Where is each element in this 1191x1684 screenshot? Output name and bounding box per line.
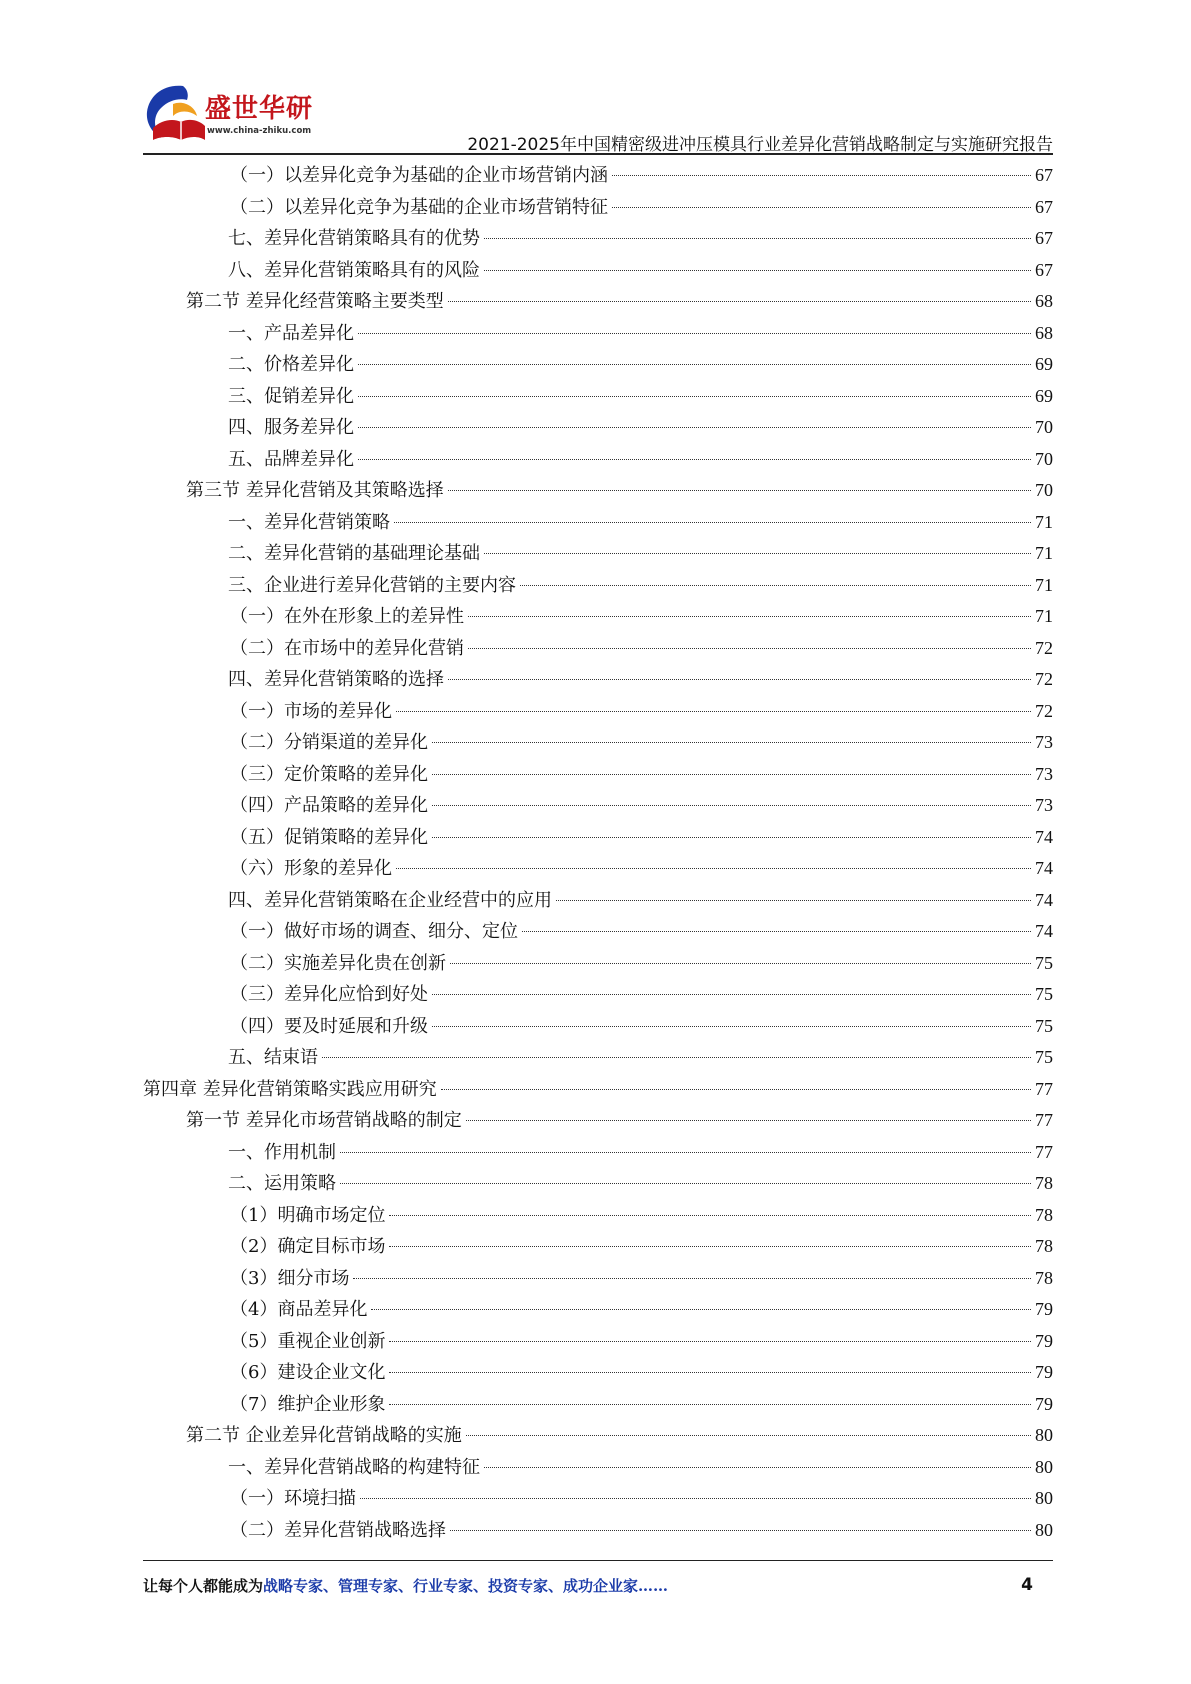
toc-dot-leader [484, 553, 1031, 554]
toc-dot-leader [340, 1183, 1031, 1184]
toc-dot-leader [340, 1152, 1031, 1153]
toc-entry-page: 70 [1035, 480, 1053, 500]
toc-entry[interactable] [143, 349, 1053, 381]
toc-entry[interactable] [143, 979, 1053, 1011]
toc-entry-label: 四、差异化营销策略的选择 [228, 669, 444, 690]
toc-entry[interactable] [143, 822, 1053, 854]
toc-entry[interactable] [143, 192, 1053, 224]
toc-dot-leader [358, 396, 1031, 397]
toc-entry[interactable] [143, 853, 1053, 885]
toc-entry-label: （三）定价策略的差异化 [230, 763, 428, 785]
toc-entry-page: 80 [1035, 1425, 1053, 1445]
toc-entry[interactable] [143, 570, 1053, 602]
toc-entry-page: 75 [1035, 1015, 1053, 1036]
toc-entry[interactable] [143, 633, 1053, 665]
toc-entry-page: 67 [1035, 259, 1053, 280]
toc-entry-label: （五）促销策略的差异化 [230, 826, 428, 848]
toc-entry-page: 77 [1035, 1141, 1053, 1162]
logo-mark-icon [143, 82, 207, 144]
toc-dot-leader [466, 1120, 1031, 1121]
toc-entry[interactable] [143, 1483, 1053, 1515]
logo-name: 盛世华研 [205, 94, 314, 124]
toc-entry[interactable] [143, 286, 1053, 318]
toc-entry-label: （7）维护企业形象 [230, 1393, 386, 1415]
page-footer [143, 1575, 1053, 1605]
toc-entry-page: 74 [1035, 826, 1053, 847]
toc-dot-leader [484, 270, 1031, 271]
toc-entry[interactable] [143, 475, 1053, 507]
toc-entry[interactable] [143, 1042, 1053, 1074]
header-divider [143, 153, 1053, 155]
toc-entry[interactable] [143, 507, 1053, 539]
toc-entry-label: （二）以差异化竞争为基础的企业市场营销特征 [230, 196, 608, 218]
toc-entry[interactable] [143, 255, 1053, 287]
toc-entry-page: 68 [1035, 291, 1053, 311]
toc-dot-leader [522, 931, 1031, 932]
toc-dot-leader [468, 648, 1031, 649]
toc-entry-label: （一）做好市场的调查、细分、定位 [230, 921, 518, 942]
toc-entry[interactable] [143, 1263, 1053, 1295]
toc-entry-page: 75 [1035, 1047, 1053, 1067]
toc-entry-label: （一）在外在形象上的差异性 [230, 606, 464, 627]
toc-entry[interactable] [143, 1105, 1053, 1137]
toc-entry-page: 71 [1035, 511, 1053, 532]
toc-entry-page: 77 [1035, 1110, 1053, 1130]
toc-entry-label: （一）以差异化竞争为基础的企业市场营销内涵 [230, 165, 608, 186]
toc-entry[interactable] [143, 727, 1053, 759]
toc-entry-page: 71 [1035, 606, 1053, 626]
toc-dot-leader [450, 963, 1031, 964]
toc-dot-leader [612, 207, 1031, 208]
toc-dot-leader [360, 1498, 1031, 1499]
toc-entry-label: 二、差异化营销的基础理论基础 [228, 543, 480, 564]
toc-dot-leader [450, 1530, 1031, 1531]
toc-entry-page: 75 [1035, 984, 1053, 1004]
toc-dot-leader [322, 1057, 1031, 1058]
toc-entry[interactable] [143, 1200, 1053, 1232]
toc-entry-label: 第三节 差异化营销及其策略选择 [186, 480, 444, 501]
toc-dot-leader [396, 711, 1031, 712]
toc-entry-page: 80 [1035, 1488, 1053, 1508]
toc-entry[interactable] [143, 916, 1053, 948]
footer-slogan-lead: 让每个人都能成为 [143, 1577, 264, 1595]
table-of-contents [143, 160, 1053, 1546]
toc-entry[interactable] [143, 1231, 1053, 1263]
toc-dot-leader [389, 1215, 1031, 1216]
toc-entry[interactable] [143, 318, 1053, 350]
toc-dot-leader [448, 490, 1031, 491]
toc-entry-label: （4）商品差异化 [230, 1299, 368, 1320]
toc-entry-page: 74 [1035, 921, 1053, 941]
toc-entry-page: 79 [1035, 1299, 1053, 1319]
toc-entry-page: 75 [1035, 952, 1053, 973]
toc-entry-label: （3）细分市场 [230, 1267, 350, 1289]
toc-entry-page: 67 [1035, 165, 1053, 185]
toc-entry-label: 第一节 差异化市场营销战略的制定 [186, 1110, 462, 1131]
toc-dot-leader [448, 301, 1031, 302]
toc-entry[interactable] [143, 1137, 1053, 1169]
toc-entry-page: 80 [1035, 1519, 1053, 1540]
toc-entry-page: 70 [1035, 417, 1053, 437]
toc-dot-leader [358, 333, 1031, 334]
toc-entry[interactable] [143, 444, 1053, 476]
toc-entry-page: 74 [1035, 889, 1053, 910]
toc-entry-label: （1）明确市场定位 [230, 1204, 386, 1226]
toc-entry[interactable] [143, 1074, 1053, 1106]
footer-divider [143, 1560, 1053, 1561]
toc-entry[interactable] [143, 664, 1053, 696]
toc-entry[interactable] [143, 948, 1053, 980]
toc-entry-label: （5）重视企业创新 [230, 1330, 386, 1352]
toc-entry-label: 第四章 差异化营销策略实践应用研究 [143, 1078, 437, 1100]
toc-entry-label: （一）环境扫描 [230, 1488, 356, 1509]
toc-dot-leader [394, 522, 1031, 523]
toc-dot-leader [358, 364, 1031, 365]
toc-entry-page: 77 [1035, 1078, 1053, 1099]
toc-dot-leader [396, 868, 1031, 869]
toc-entry-label: （2）确定目标市场 [230, 1236, 386, 1257]
toc-dot-leader [389, 1372, 1031, 1373]
toc-entry-label: 一、作用机制 [228, 1141, 336, 1163]
toc-entry-label: 一、产品差异化 [228, 322, 354, 344]
toc-entry-page: 78 [1035, 1204, 1053, 1225]
toc-entry-page: 78 [1035, 1236, 1053, 1256]
toc-entry-page: 74 [1035, 858, 1053, 878]
toc-entry-page: 73 [1035, 763, 1053, 784]
toc-dot-leader [358, 427, 1031, 428]
toc-entry[interactable] [143, 412, 1053, 444]
toc-dot-leader [484, 1467, 1031, 1468]
toc-dot-leader [432, 805, 1031, 806]
toc-entry-page: 78 [1035, 1173, 1053, 1193]
toc-entry-page: 67 [1035, 228, 1053, 248]
toc-entry-label: 一、差异化营销战略的构建特征 [228, 1456, 480, 1478]
toc-entry[interactable] [143, 1326, 1053, 1358]
toc-entry-label: 五、品牌差异化 [228, 448, 354, 470]
toc-entry-page: 78 [1035, 1267, 1053, 1288]
toc-entry[interactable] [143, 1452, 1053, 1484]
toc-entry[interactable] [143, 223, 1053, 255]
toc-entry-label: 三、企业进行差异化营销的主要内容 [228, 574, 516, 596]
toc-entry-page: 70 [1035, 448, 1053, 469]
toc-entry[interactable] [143, 759, 1053, 791]
toc-dot-leader [448, 679, 1031, 680]
toc-dot-leader [484, 238, 1031, 239]
toc-dot-leader [556, 900, 1031, 901]
toc-dot-leader [432, 994, 1031, 995]
toc-entry-page: 80 [1035, 1456, 1053, 1477]
toc-entry-label: （二）实施差异化贵在创新 [230, 952, 446, 974]
toc-entry-label: 五、结束语 [228, 1047, 318, 1068]
toc-dot-leader [432, 1026, 1031, 1027]
toc-entry[interactable] [143, 601, 1053, 633]
toc-entry[interactable] [143, 1294, 1053, 1326]
toc-entry-page: 79 [1035, 1393, 1053, 1414]
toc-entry[interactable] [143, 1357, 1053, 1389]
toc-entry-page: 73 [1035, 795, 1053, 815]
footer-slogan-accent: 战略专家、管理专家、行业专家、投资专家、成功企业家…… [263, 1577, 669, 1595]
toc-dot-leader [389, 1341, 1031, 1342]
toc-dot-leader [389, 1404, 1031, 1405]
toc-entry-page: 73 [1035, 732, 1053, 752]
toc-entry-page: 67 [1035, 196, 1053, 217]
toc-entry-label: 第二节 企业差异化营销战略的实施 [186, 1425, 462, 1446]
toc-entry-page: 72 [1035, 669, 1053, 689]
toc-dot-leader [358, 459, 1031, 460]
toc-entry[interactable] [143, 160, 1053, 192]
toc-entry-page: 72 [1035, 637, 1053, 658]
toc-entry-page: 69 [1035, 385, 1053, 406]
toc-entry-page: 71 [1035, 543, 1053, 563]
company-logo [143, 78, 343, 148]
toc-dot-leader [389, 1246, 1031, 1247]
toc-entry-label: （二）差异化营销战略选择 [230, 1519, 446, 1541]
toc-entry-label: 一、差异化营销策略 [228, 511, 390, 533]
toc-entry-label: 三、促销差异化 [228, 385, 354, 407]
toc-entry-label: 四、差异化营销策略在企业经营中的应用 [228, 889, 552, 911]
toc-entry-label: （二）在市场中的差异化营销 [230, 637, 464, 659]
toc-entry-label: （一）市场的差异化 [230, 700, 392, 722]
toc-entry-label: 四、服务差异化 [228, 417, 354, 438]
report-title: 2021-2025年中国精密级进冲压模具行业差异化营销战略制定与实施研究报告 [467, 135, 1053, 155]
toc-dot-leader [441, 1089, 1031, 1090]
toc-entry-page: 71 [1035, 574, 1053, 595]
toc-dot-leader [432, 742, 1031, 743]
toc-entry-label: （四）要及时延展和升级 [230, 1015, 428, 1037]
toc-entry-label: （6）建设企业文化 [230, 1362, 386, 1383]
toc-entry[interactable] [143, 1389, 1053, 1421]
toc-entry-label: （六）形象的差异化 [230, 858, 392, 879]
toc-entry-page: 68 [1035, 322, 1053, 343]
toc-entry[interactable] [143, 1420, 1053, 1452]
toc-dot-leader [432, 774, 1031, 775]
toc-dot-leader [371, 1309, 1031, 1310]
toc-entry[interactable] [143, 696, 1053, 728]
toc-entry[interactable] [143, 1168, 1053, 1200]
toc-entry-page: 79 [1035, 1362, 1053, 1382]
toc-entry-label: （三）差异化应恰到好处 [230, 984, 428, 1005]
toc-entry-page: 79 [1035, 1330, 1053, 1351]
toc-dot-leader [432, 837, 1031, 838]
toc-entry-label: 第二节 差异化经营策略主要类型 [186, 291, 444, 312]
page-header [143, 78, 1053, 155]
toc-entry[interactable] [143, 381, 1053, 413]
toc-entry[interactable] [143, 885, 1053, 917]
toc-entry-page: 72 [1035, 700, 1053, 721]
page-number: 4 [1021, 1575, 1033, 1595]
logo-url: www.china-zhiku.com [207, 126, 312, 136]
toc-entry[interactable] [143, 1011, 1053, 1043]
toc-entry-label: （二）分销渠道的差异化 [230, 732, 428, 753]
toc-entry-label: 七、差异化营销策略具有的优势 [228, 228, 480, 249]
toc-entry[interactable] [143, 1515, 1053, 1547]
toc-entry-label: （四）产品策略的差异化 [230, 795, 428, 816]
toc-dot-leader [353, 1278, 1031, 1279]
toc-dot-leader [468, 616, 1031, 617]
toc-entry-label: 二、运用策略 [228, 1173, 336, 1194]
toc-entry-label: 八、差异化营销策略具有的风险 [228, 259, 480, 281]
toc-entry[interactable] [143, 538, 1053, 570]
toc-dot-leader [466, 1435, 1031, 1436]
toc-entry[interactable] [143, 790, 1053, 822]
toc-dot-leader [520, 585, 1031, 586]
toc-entry-label: 二、价格差异化 [228, 354, 354, 375]
toc-entry-page: 69 [1035, 354, 1053, 374]
toc-dot-leader [612, 175, 1031, 176]
